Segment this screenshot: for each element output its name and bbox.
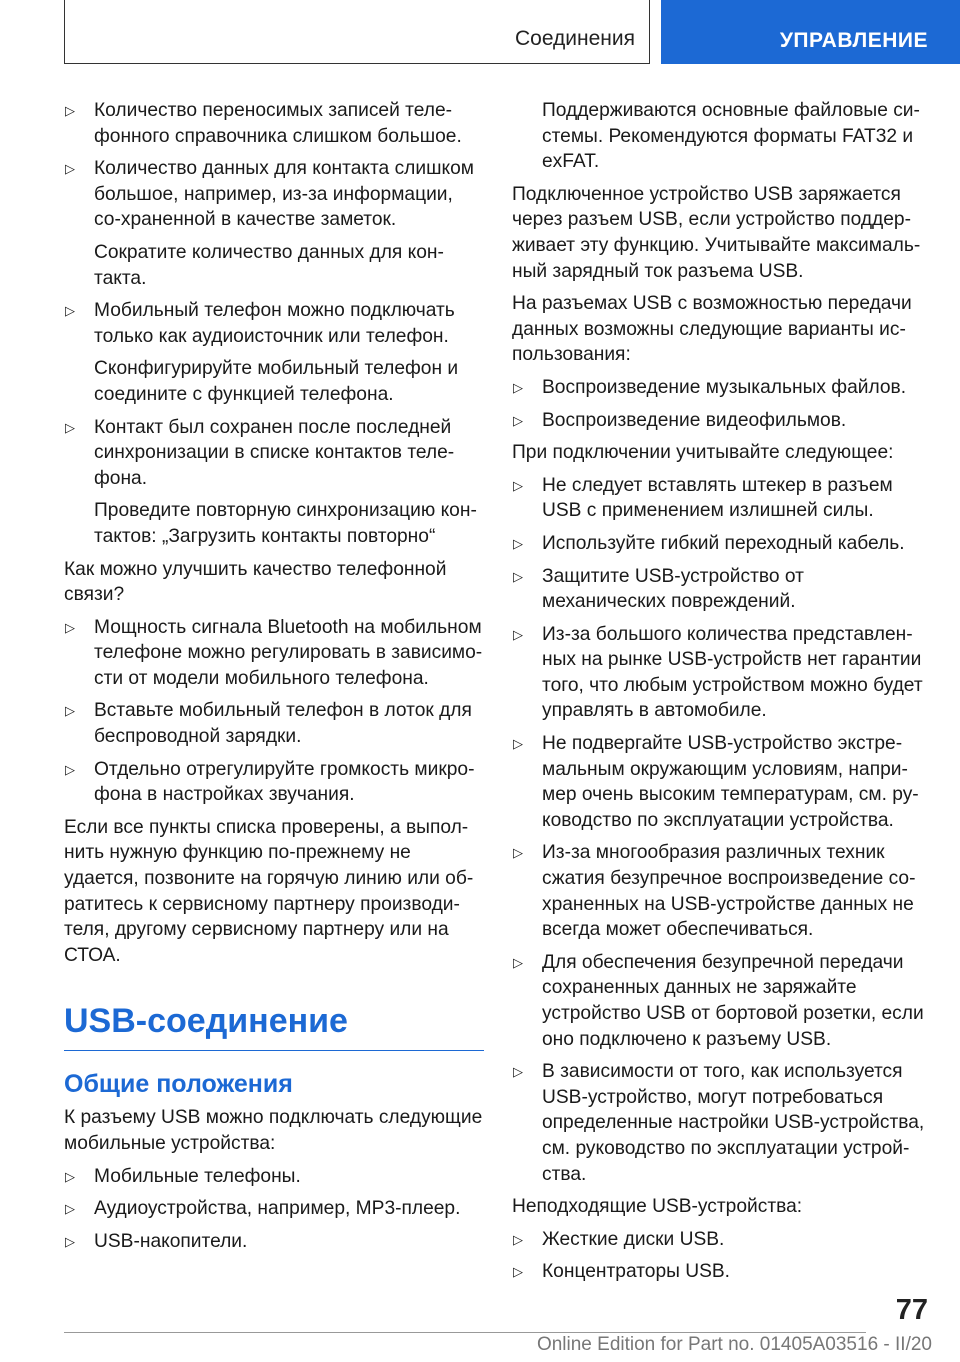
list-item: [512, 840, 932, 942]
list-item-text: Из-за многообразия различных техник сжатия безупречное воспроизведение со-храненных на USB-устройстве данных не всегда может обеспечиваться.: [542, 842, 916, 941]
list-item: [64, 698, 484, 749]
list-item-text: Не следует вставлять штекер в разъем USB с применением излишней силы.: [542, 474, 893, 522]
list-item-text: Используйте гибкий переходный кабель.: [542, 532, 905, 554]
left-list-2: [64, 615, 484, 808]
bullet-triangle-icon: ▷: [65, 419, 75, 435]
list-item-text: Воспроизведение музыкальных файлов.: [542, 376, 907, 398]
list-item: [512, 1059, 932, 1187]
left-list-1: [64, 98, 484, 550]
left-list-3: [64, 1164, 484, 1255]
list-item-text: Для обеспечения безупречной передачи сохраненных данных не заряжайте устройство USB от бортовой розетки, если оно подключено к разъему USB.: [542, 951, 924, 1050]
list-item: [64, 615, 484, 692]
charging-paragraph: Подключенное устройство USB заряжается через разъем USB, если устройство поддер-живает эту функцию. Учитывайте максималь-ный зарядный ток разъема USB.: [512, 183, 921, 282]
list-item-note: Проведите повторную синхронизацию кон-тактов: „Загрузить контакты повторно“: [94, 500, 477, 547]
list-item-text: Мобильные телефоны.: [94, 1165, 301, 1187]
header-chapter-title: УПРАВЛЕНИЕ: [779, 29, 928, 52]
page-number: 77: [895, 1294, 928, 1326]
list-item-text: Аудиоустройства, например, MP3-плеер.: [94, 1198, 461, 1220]
left-column: [64, 98, 484, 1261]
bullet-triangle-icon: ▷: [65, 1201, 75, 1217]
list-item: [64, 757, 484, 808]
list-item-text: Воспроизведение видеофильмов.: [542, 409, 847, 431]
list-item-text: Жесткие диски USB.: [542, 1228, 725, 1250]
list-item: [64, 98, 484, 149]
bullet-triangle-icon: ▷: [513, 626, 523, 642]
bullet-triangle-icon: ▷: [65, 103, 75, 118]
header-section-tab: [64, 0, 650, 64]
bullet-triangle-icon: ▷: [513, 477, 523, 493]
list-item: [512, 375, 932, 401]
usage-paragraph: На разъемах USB с возможностью передачи данных возможны следующие варианты ис-пользования:: [512, 293, 912, 366]
list-item: [512, 564, 932, 615]
list-item-text: USB-накопители.: [94, 1230, 248, 1252]
list-item: [64, 298, 484, 349]
bullet-triangle-icon: ▷: [513, 1231, 523, 1247]
footer-edition: Online Edition for Part no. 01405A03516 - II/20: [536, 1334, 932, 1355]
header-chapter-tab: [661, 0, 960, 64]
right-column: [512, 98, 932, 1292]
list-item-text: Концентраторы USB.: [542, 1261, 731, 1283]
list-item: [512, 408, 932, 434]
unsuitable-paragraph: Неподходящие USB-устройства:: [512, 1196, 803, 1218]
list-item: [512, 1259, 932, 1285]
closing-paragraph: Если все пункты списка проверены, а выпол-нить нужную функцию по-прежнему не удается, позвоните на горячую линию или об-ратитесь к сервисному партнеру производи-теля, другому сервисному партнеру или на СТОА.: [64, 816, 474, 966]
bullet-triangle-icon: ▷: [65, 303, 75, 319]
bullet-triangle-icon: ▷: [513, 535, 523, 551]
bullet-triangle-icon: ▷: [513, 954, 523, 970]
list-item: [64, 415, 484, 492]
bullet-triangle-icon: ▷: [513, 736, 523, 752]
bullet-triangle-icon: ▷: [513, 568, 523, 584]
bullet-triangle-icon: ▷: [513, 379, 523, 395]
bullet-triangle-icon: ▷: [513, 412, 523, 428]
notes-paragraph: При подключении учитывайте следующее:: [512, 442, 894, 464]
bullet-triangle-icon: ▷: [65, 1233, 75, 1249]
right-list-1: [512, 375, 932, 433]
header-section-title: Соединения: [514, 27, 635, 50]
list-item-text: Количество данных для контакта слишком большое, например, из-за информации, со-храненной в качестве заметок.: [94, 158, 474, 231]
list-item-note: Сократите количество данных для кон-такта.: [94, 241, 444, 289]
list-item-text: В зависимости от того, как используется USB-устройство, могут потребоваться определенные настройки USB-устройства, см. руководство по эксплуатации устрой-ства.: [542, 1061, 925, 1185]
list-item-text: Количество переносимых записей теле-фонного справочника слишком большое.: [94, 100, 462, 147]
question-paragraph: Как можно улучшить качество телефонной связи?: [64, 558, 447, 606]
list-item-text: Контакт был сохранен после последней синхронизации в списке контактов теле-фона.: [94, 416, 455, 489]
list-item-note: Сконфигурируйте мобильный телефон и соедините с функцией телефона.: [94, 358, 459, 405]
footer-divider: [64, 1332, 866, 1333]
list-item: [512, 950, 932, 1052]
list-item: [512, 1227, 932, 1253]
list-item-text: Отдельно отрегулируйте громкость микро-фона в настройках звучания.: [94, 758, 475, 806]
section-heading: USB-соединение: [64, 975, 484, 1051]
list-item-text: Не подвергайте USB-устройство экстре-мальным окружающим условиям, напри-мер очень высоким температурам, см. ру-ководство по эксплуатации устройства.: [542, 733, 919, 831]
list-item: [64, 1196, 484, 1222]
list-item: [512, 531, 932, 557]
bullet-triangle-icon: ▷: [65, 703, 75, 719]
list-item: [64, 1164, 484, 1190]
continuation-paragraph: Поддерживаются основные файловые си-стемы. Рекомендуются форматы FAT32 и exFAT.: [542, 100, 920, 173]
bullet-triangle-icon: ▷: [65, 761, 75, 777]
bullet-triangle-icon: ▷: [65, 619, 75, 635]
subsection-heading: Общие положения: [64, 1070, 293, 1099]
list-item-text: Мощность сигнала Bluetooth на мобильном телефоне можно регулировать в зависимо-сти от модели мобильного телефона.: [94, 616, 483, 689]
right-list-2: [512, 473, 932, 1187]
bullet-triangle-icon: ▷: [65, 161, 75, 177]
list-item-text: Мобильный телефон можно подключать только как аудиоисточник или телефон.: [94, 300, 455, 347]
bullet-triangle-icon: ▷: [513, 1264, 523, 1280]
bullet-triangle-icon: ▷: [65, 1168, 75, 1184]
bullet-triangle-icon: ▷: [513, 845, 523, 861]
intro-paragraph: К разъему USB можно подключать следующие мобильные устройства:: [64, 1107, 483, 1154]
list-item: [64, 1229, 484, 1255]
list-item: [64, 156, 484, 233]
list-item-text: Вставьте мобильный телефон в лоток для беспроводной зарядки.: [94, 700, 472, 748]
list-item: [512, 731, 932, 833]
list-item-text: Из-за большого количества представлен-ных на рынке USB-устройств нет гарантии того, что любым устройством можно будет управлять в автомобиле.: [542, 623, 923, 722]
bullet-triangle-icon: ▷: [513, 1064, 523, 1080]
right-list-3: [512, 1227, 932, 1285]
list-item: [512, 622, 932, 724]
list-item: [512, 473, 932, 524]
list-item-text: Защитите USB-устройство от механических повреждений.: [542, 565, 804, 613]
